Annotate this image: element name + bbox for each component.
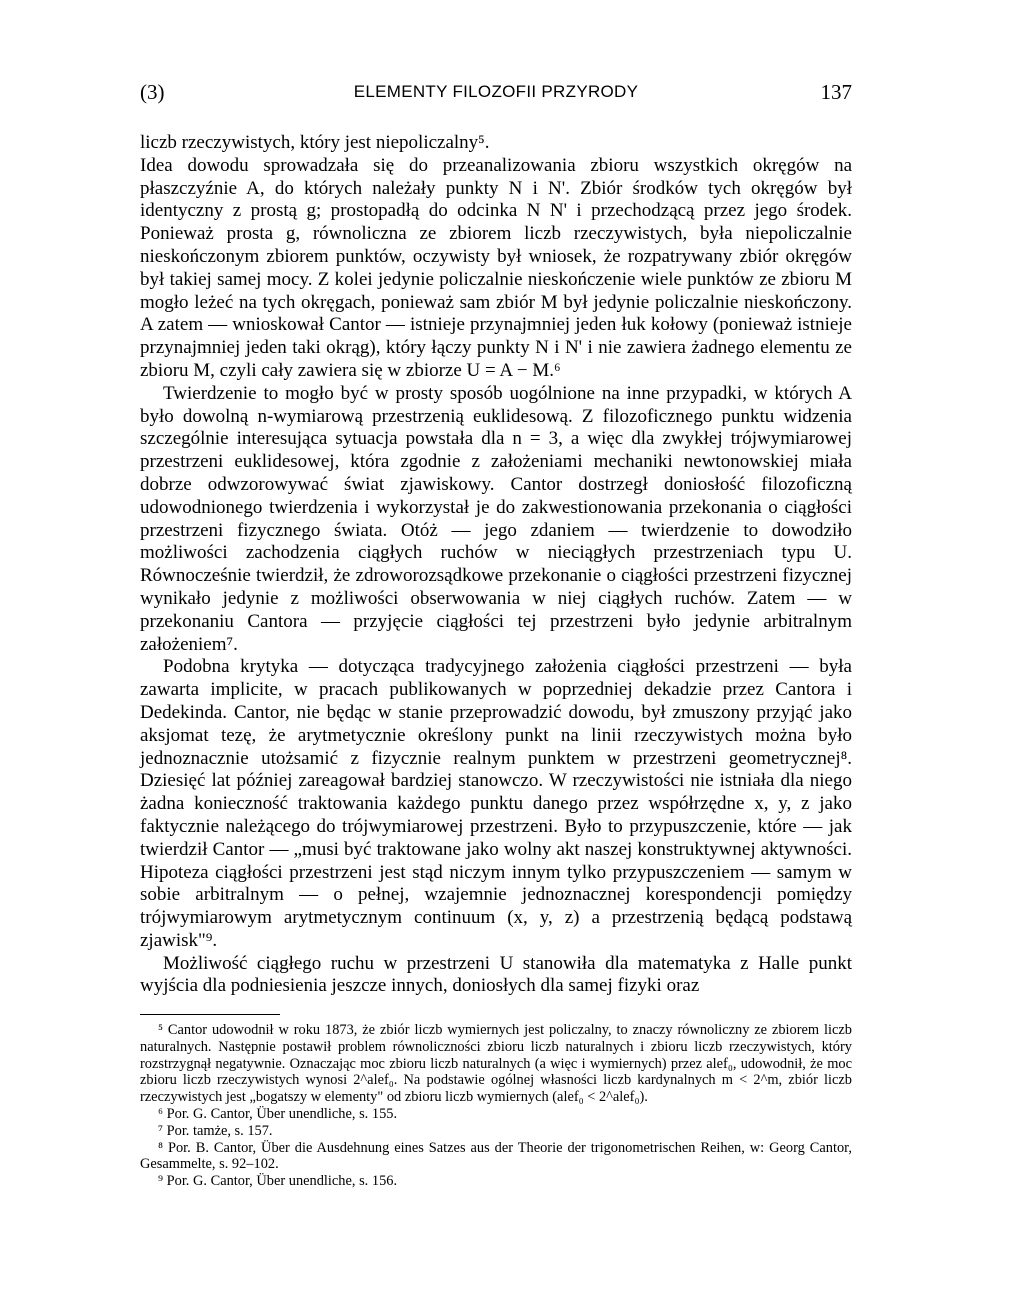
running-title: ELEMENTY FILOZOFII PRZYRODY bbox=[353, 82, 639, 101]
paragraph-2: Idea dowodu sprowadzała się do przeanalizowania zbioru wszystkich okręgów na płaszczyźnie A, do których należały punkty N i N'. Zbiór środków tych okręgów był identyczny z prostą g; prostopadłą do odcinka N N' i przechodzącą przez jego środek. Ponieważ prosta g, równoliczna ze zbiorem liczb rzeczywistych, była niepoliczalnie nieskończonym zbiorem punktów, oczywisty był wniosek, że rozpatrywany zbiór okręgów był takiej samej mocy. Z kolei jedynie policzalnie nieskończenie wiele punktów ze zbioru M mogło leżeć na tych okręgach, ponieważ sam zbiór M był jedynie policzalnie nieskończony. A zatem — wnioskował Cantor — istnieje przynajmniej jeden łuk kołowy (ponieważ istnieje przynajmniej jeden taki okrąg), który łączy punkty N i N' i nie zawiera żadnego elementu ze zbioru M, czyli cały zawiera się w zbiorze U = A − M.⁶ bbox=[140, 154, 852, 381]
main-text bbox=[140, 132, 852, 998]
footnote-9: ⁹ Por. G. Cantor, Über unendliche, s. 156. bbox=[158, 1173, 398, 1190]
paragraph-1: liczb rzeczywistych, który jest niepoliczalny⁵. bbox=[140, 132, 490, 153]
footnote-5: ⁵ Cantor udowodnił w roku 1873, że zbiór liczb wymiernych jest policzalny, to znaczy równoliczny ze zbiorem liczb naturalnych. Następnie postawił problem równoliczności zbioru liczb naturalnych i zbioru liczb rzeczywistych, który rozstrzygnął negatywnie. Oznaczając moc zbioru liczb naturalnych (a więc i wymiernych) przez alef₀, udowodnił, że moc zbioru liczb rzeczywistych wynosi 2^alef₀. Na podstawie ogólnej własności liczb kardynalnych m < 2^m, zbiór liczb rzeczywistych jest „bogatszy w elementy" od zbioru liczb wymiernych (alef₀ < 2^alef₀). bbox=[140, 1022, 852, 1106]
footnote-6: ⁶ Por. G. Cantor, Über unendliche, s. 155. bbox=[158, 1105, 398, 1122]
paragraph-5: Możliwość ciągłego ruchu w przestrzeni U stanowiła dla matematyka z Halle punkt wyjścia dla podniesienia jeszcze innych, doniosłych dla samej fizyki oraz bbox=[140, 952, 852, 997]
section-marker: (3) bbox=[140, 80, 165, 104]
running-header bbox=[140, 80, 852, 114]
footnote-divider bbox=[140, 1014, 280, 1015]
paragraph-3: Twierdzenie to mogło być w prosty sposób uogólnione na inne przypadki, w których A było dowolną n-wymiarową przestrzenią euklidesową. Z filozoficznego punktu widzenia szczególnie interesująca sytuacja powstała dla n = 3, a więc dla zwykłej trójwymiarowej przestrzeni euklidesowej, która zgodnie z założeniami mechaniki newtonowskiej miała dobrze odwzorowywać świat zjawiskowy. Cantor dostrzegł doniosłość filozoficzną udowodnionego twierdzenia i wykorzystał je do zakwestionowania przekonania o ciągłości przestrzeni fizycznego świata. Otóż — jego zdaniem — twierdzenie to dowodziło możliwości zachodzenia ciągłych ruchów w nieciągłych przestrzeniach typu U. Równocześnie twierdził, że zdroworozsądkowe przekonanie o ciągłości przestrzeni fizycznej wynikało jedynie z możliwości obserwowania w niej ciągłych ruchów. Zatem — w przekonaniu Cantora — przyjęcie ciągłości tej przestrzeni było jedynie arbitralnym założeniem⁷. bbox=[140, 382, 852, 655]
footnotes bbox=[140, 1022, 852, 1190]
paragraph-4: Podobna krytyka — dotycząca tradycyjnego założenia ciągłości przestrzeni — była zawarta implicite, w pracach publikowanych w poprzedniej dekadzie przez Cantora i Dedekinda. Cantor, nie będąc w stanie przeprowadzić dowodu, był zmuszony przyjąć jako aksjomat tezę, że arytmetycznie określony punkt na linii rzeczywistych można było jednoznacznie utożsamić z fizycznie realnym punktem w przestrzeni geometrycznej⁸. Dziesięć lat później zareagował bardziej stanowczo. W rzeczywistości nie istniała dla niego żadna konieczność traktowania każdego punktu danego przez współrzędne x, y, z jako faktycznie należącego do trójwymiarowej przestrzeni. Było to przypuszczenie, które — jak twierdził Cantor — „musi być traktowane jako wolny akt naszej konstruktywnej aktywności. Hipoteza ciągłości przestrzeni jest stąd niczym innym tylko przypuszczeniem — samym w sobie arbitralnym — o pełnej, wzajemnie jednoznacznej korespondencji pomiędzy trójwymiarowym arytmetycznym continuum (x, y, z) a przestrzenią będącą podstawą zjawisk"⁹. bbox=[140, 656, 852, 951]
footnote-7: ⁷ Por. tamże, s. 157. bbox=[158, 1122, 273, 1139]
footnote-8: ⁸ Por. B. Cantor, Über die Ausdehnung eines Satzes aus der Theorie der trigonometrischen Reihen, w: Georg Cantor, Gesammelte, s. 92–102. bbox=[140, 1139, 852, 1173]
page-number: 137 bbox=[820, 80, 852, 104]
